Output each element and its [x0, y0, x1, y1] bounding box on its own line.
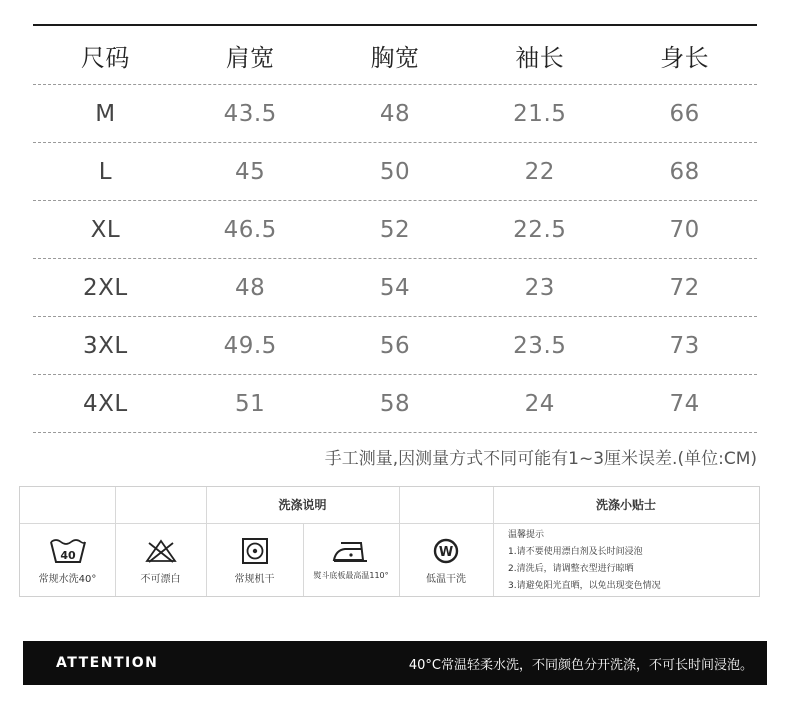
tips-title: 温馨提示: [508, 530, 545, 540]
attention-text: 40°C常温轻柔水洗，不同颜色分开洗涤，不可长时间浸泡。: [408, 657, 753, 673]
shoulder-cell: 49.5: [223, 332, 277, 359]
length-cell: 66: [669, 100, 700, 127]
care-label: 常规水洗40°: [38, 574, 97, 585]
length-cell: 68: [669, 158, 700, 185]
wash-40-icon: [49, 538, 87, 564]
size-cell: 4XL: [83, 390, 128, 417]
no-bleach-icon: [144, 538, 178, 564]
attention-title: ATTENTION: [56, 655, 159, 671]
low-temp-dry-icon: [432, 538, 460, 564]
table-row: [33, 201, 757, 259]
length-cell: 74: [669, 390, 700, 417]
sleeve-cell: 23.5: [513, 332, 567, 359]
tip-line: 2.清洗后，请调整衣型进行晾晒: [508, 564, 634, 574]
care-instructions-heading: 洗涤说明: [278, 498, 327, 512]
wash-temp-text: 40: [59, 549, 76, 562]
sleeve-cell: 21.5: [513, 100, 567, 127]
care-item-tumble-dry: [206, 524, 303, 598]
care-table: [19, 486, 760, 597]
care-tips-heading: 洗涤小贴士: [595, 498, 656, 512]
care-item-no-bleach: [115, 524, 206, 598]
chest-cell: 48: [379, 100, 411, 127]
table-row: [33, 85, 757, 143]
shoulder-cell: 43.5: [223, 100, 277, 127]
sleeve-cell: 24: [524, 390, 555, 417]
size-cell: 2XL: [83, 274, 128, 301]
chest-cell: 52: [379, 216, 411, 243]
length-cell: 72: [669, 274, 700, 301]
measurement-note: 手工测量,因测量方式不同可能有1~3厘米误差.(单位:CM): [324, 449, 757, 469]
care-label: 低温干洗: [426, 574, 466, 585]
shoulder-cell: 46.5: [223, 216, 277, 243]
size-cell: 3XL: [83, 332, 128, 359]
shoulder-cell: 45: [235, 158, 266, 185]
table-row: [33, 259, 757, 317]
sleeve-cell: 23: [524, 274, 555, 301]
shoulder-cell: 48: [235, 274, 266, 301]
header-sleeve: 袖长: [515, 43, 565, 72]
tumble-dry-icon: [241, 538, 269, 564]
care-item-low-temp-dry: [399, 524, 493, 598]
header-chest: 胸宽: [370, 43, 420, 72]
care-label: 常规机干: [234, 574, 275, 585]
size-cell: M: [95, 100, 116, 127]
care-item-iron: [303, 524, 399, 598]
size-cell: XL: [90, 216, 121, 243]
iron-icon: [331, 538, 371, 564]
header-size: 尺码: [80, 43, 130, 72]
size-cell: L: [98, 158, 113, 185]
svg-text:W: W: [438, 545, 454, 560]
header-shoulder: 肩宽: [225, 43, 275, 72]
attention-bar: [23, 641, 767, 685]
table-row: [33, 317, 757, 375]
table-row: [33, 143, 757, 201]
length-cell: 73: [669, 332, 700, 359]
care-label: 不可漂白: [140, 574, 181, 585]
care-item-wash: [20, 524, 115, 598]
sleeve-cell: 22.5: [513, 216, 567, 243]
chest-cell: 56: [379, 332, 411, 359]
sleeve-cell: 22: [524, 158, 555, 185]
size-table: [33, 24, 757, 433]
header-length: 身长: [660, 43, 710, 72]
tip-line: 1.请不要使用漂白剂及长时间浸泡: [508, 547, 643, 557]
chest-cell: 50: [379, 158, 411, 185]
length-cell: 70: [669, 216, 700, 243]
tip-line: 3.请避免阳光直晒，以免出现变色情况: [508, 581, 661, 591]
table-row: [33, 375, 757, 433]
shoulder-cell: 51: [235, 390, 266, 417]
chest-cell: 58: [379, 390, 411, 417]
care-tips: [508, 527, 661, 595]
care-header-rule: [493, 523, 759, 524]
care-label: 熨斗底板最高温110°: [313, 571, 389, 580]
table-header-row: [33, 26, 757, 85]
chest-cell: 54: [379, 274, 411, 301]
